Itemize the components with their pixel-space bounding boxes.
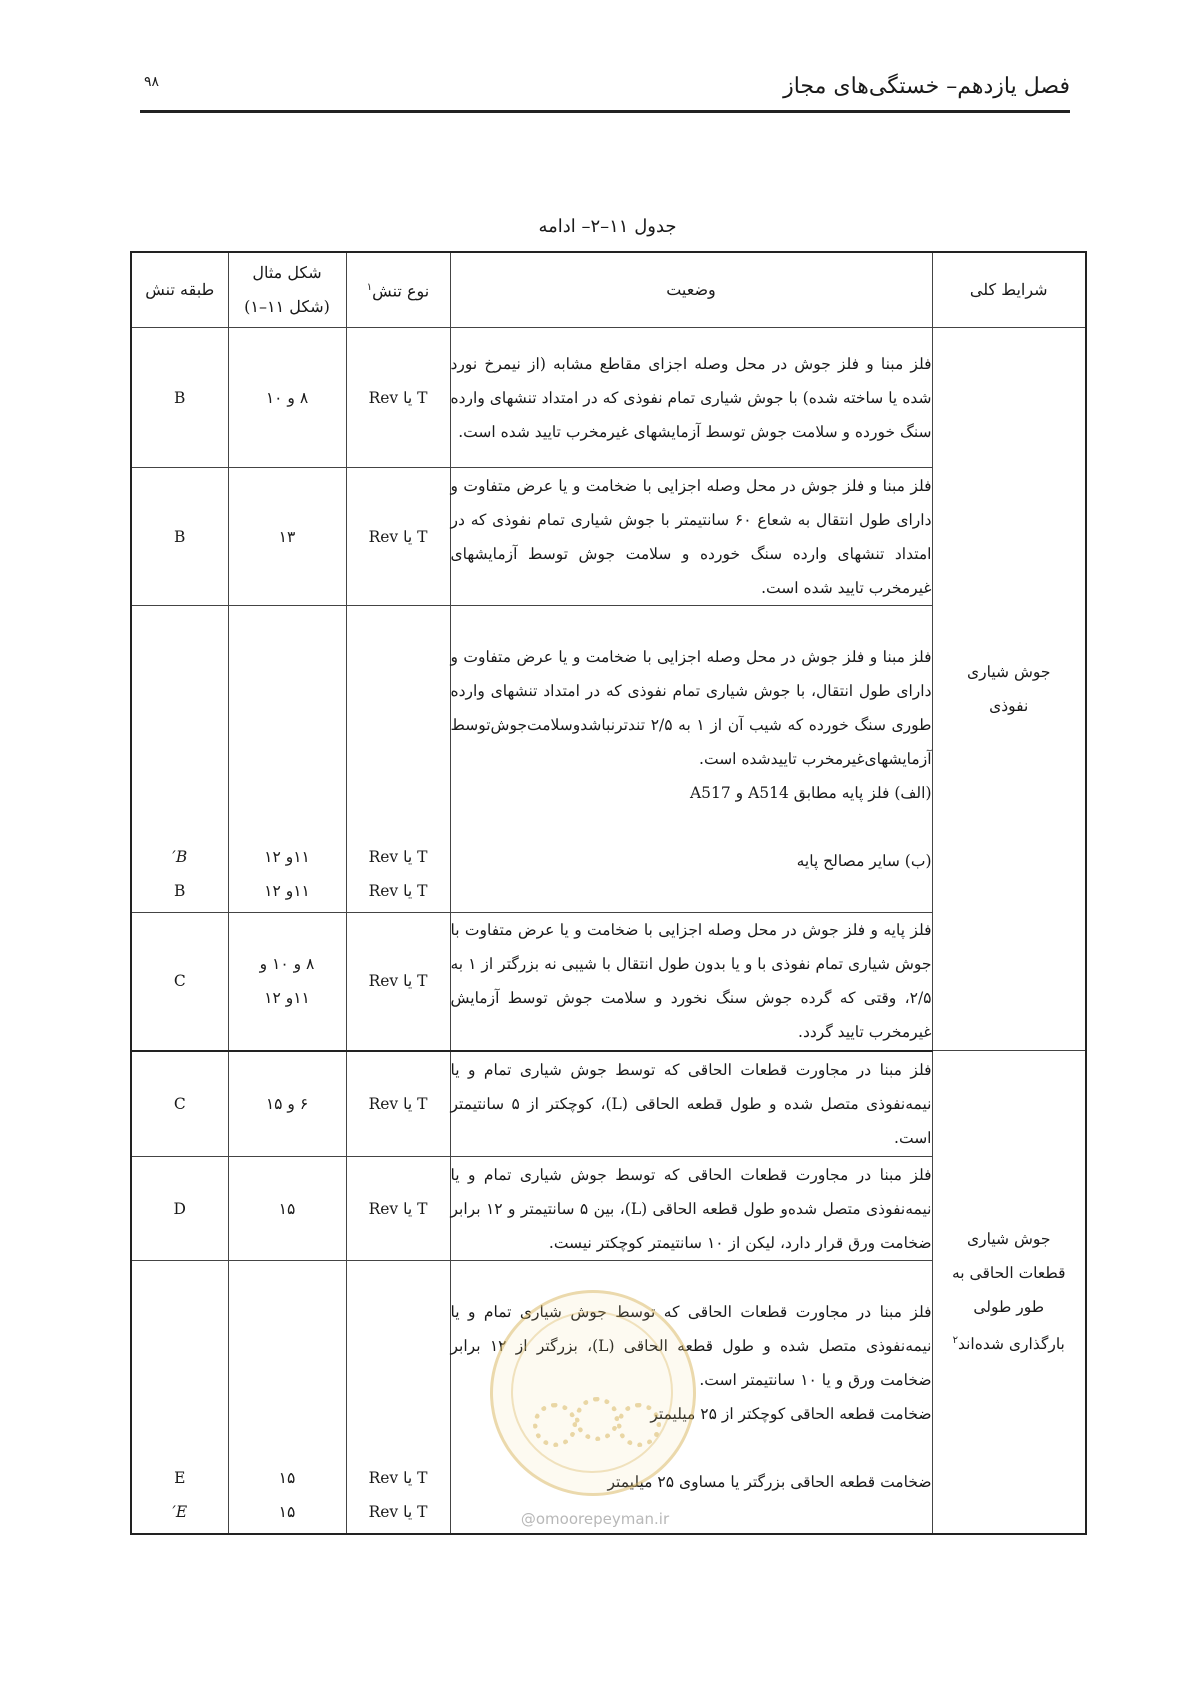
col-header-desc: وضعیت [450,252,932,328]
table-caption: جدول ۱۱–۲– ادامه [538,216,677,237]
row-class: E E′ [131,1261,228,1535]
header-rule [140,110,1070,113]
col-header-general: شرایط کلی [932,252,1086,328]
chapter-title: فصل یازدهم– خستگی‌های مجاز [783,74,1070,99]
row-stress-type: T یا Rev [346,468,450,606]
row-fig: ۸ و ۱۰ [228,328,346,468]
footnote-mark: ۱ [366,282,373,294]
row-desc: فلز مبنا در مجاورت قطعات الحاقی که توسط جوش شیاری تمام و یا نیمه‌نفوذی متصل شده و طول قطعه الحاقی (L)، کوچکتر از ۵ سانتیمتر است. [450,1051,932,1157]
row-class: D [131,1157,228,1261]
col-header-type: نوع تنش$^۱$ [346,252,450,328]
group-cell-attachments: جوش شیاری قطعات الحاقی به طور طولی بارگذاری شده‌اند$^۲$ [932,1051,1086,1535]
row-stress-type: T یا Rev T یا Rev [346,606,450,913]
row-sub-b: (ب) سایر مصالح پایه [796,852,932,870]
row-desc: فلز پایه و فلز جوش در محل وصله اجزایی با ضخامت و یا عرض متفاوت با جوش شیاری تمام نفوذی با و یا بدون طول انتقال با شیبی نه بزرگتر از ۱ به ۲/۵، وقتی که گرده جوش سنگ نخورد و سلامت جوش توسط آزمایش غیرمخرب تایید گردد. [450,913,932,1051]
row-desc: فلز مبنا در مجاورت قطعات الحاقی که توسط جوش شیاری تمام و یا نیمه‌نفوذی متصل شده و طول قطعه الحاقی (L)، بزرگتر از ۱۲ برابر ضخامت ورق و یا ۱۰ سانتیمتر است. ضخامت قطعه الحاقی کوچکتر از ۲۵ میلیمتر ضخامت قطعه الحاقی بزرگتر یا مساوی ۲۵ میلیمتر [450,1261,932,1535]
row-stress-type: T یا Rev [346,1157,450,1261]
row-class: C [131,913,228,1051]
row-fig: ۶ و ۱۵ [228,1051,346,1157]
row-fig: ۱۵ ۱۵ [228,1261,346,1535]
table-header-row [131,252,1086,328]
stress-category-table [130,251,1087,1535]
footnote-mark: ۲ [952,1335,958,1347]
row-sub-b: ضخامت قطعه الحاقی بزرگتر یا مساوی ۲۵ میلیمتر [607,1473,932,1491]
row-class: C [131,1051,228,1157]
row-fig: ۱۳ [228,468,346,606]
row-sub-a: ضخامت قطعه الحاقی کوچکتر از ۲۵ میلیمتر [650,1405,932,1423]
row-fig: ۱۱و ۱۲ ۱۱و ۱۲ [228,606,346,913]
row-sub-a: (الف) فلز پایه مطابق A514 و A517 [689,784,932,802]
row-fig: ۱۵ [228,1157,346,1261]
row-desc: فلز مبنا و فلز جوش در محل وصله اجزای مقاطع مشابه (از نیمرخ نورد شده یا ساخته شده) با جوش شیاری تمام نفوذی که در امتداد تنشهای وارده سنگ خورده و سلامت جوش توسط آزمایشهای غیرمخرب تایید شده است. [450,328,932,468]
row-class: B [131,468,228,606]
col-header-fig: شکل مثال (شکل ۱۱–۱) [228,252,346,328]
row-fig: ۸ و ۱۰ و ۱۱و ۱۲ [228,913,346,1051]
row-stress-type: T یا Rev [346,328,450,468]
col-header-class: طبقه تنش [131,252,228,328]
table-row [131,1051,1086,1157]
row-class: B [131,328,228,468]
group-cell-penetration: جوش شیاری نفوذی [932,328,1086,1051]
row-desc: فلز مبنا در مجاورت قطعات الحاقی که توسط جوش شیاری تمام و یا نیمه‌نفوذی متصل شده‌و طول قطعه الحاقی (L)، بین ۵ سانتیمتر و ۱۲ برابر ضخامت ورق قرار دارد، لیکن از ۱۰ سانتیمتر کوچکتر نیست. [450,1157,932,1261]
table-row [131,328,1086,468]
watermark-site-label: @omoorepeyman.ir [520,1510,670,1528]
row-stress-type: T یا Rev [346,913,450,1051]
row-desc: فلز مبنا و فلز جوش در محل وصله اجزایی با ضخامت و یا عرض متفاوت و دارای طول انتقال به شعاع ۶۰ سانتیمتر با جوش شیاری تمام نفوذی که در امتداد تنشهای وارده سنگ خورده و سلامت جوش توسط آزمایشهای غیرمخرب تایید شده است. [450,468,932,606]
row-stress-type: T یا Rev T یا Rev [346,1261,450,1535]
row-desc: فلز مبنا و فلز جوش در محل وصله اجزایی با ضخامت و یا عرض متفاوت و دارای طول انتقال، با جوش شیاری تمام نفوذی که در امتداد تنشهای وارده طوری سنگ خورده که شیب آن از ۱ به ۲/۵ تندترنباشدوسلامت‌جوش‌توسط آزمایشهای‌غیرمخرب تاییدشده است. (الف) فلز پایه مطابق A514 و A517 (ب) سایر مصالح پایه [450,606,932,913]
page-number: ۹۸ [144,74,160,90]
row-class: B′ B [131,606,228,913]
row-stress-type: T یا Rev [346,1051,450,1157]
